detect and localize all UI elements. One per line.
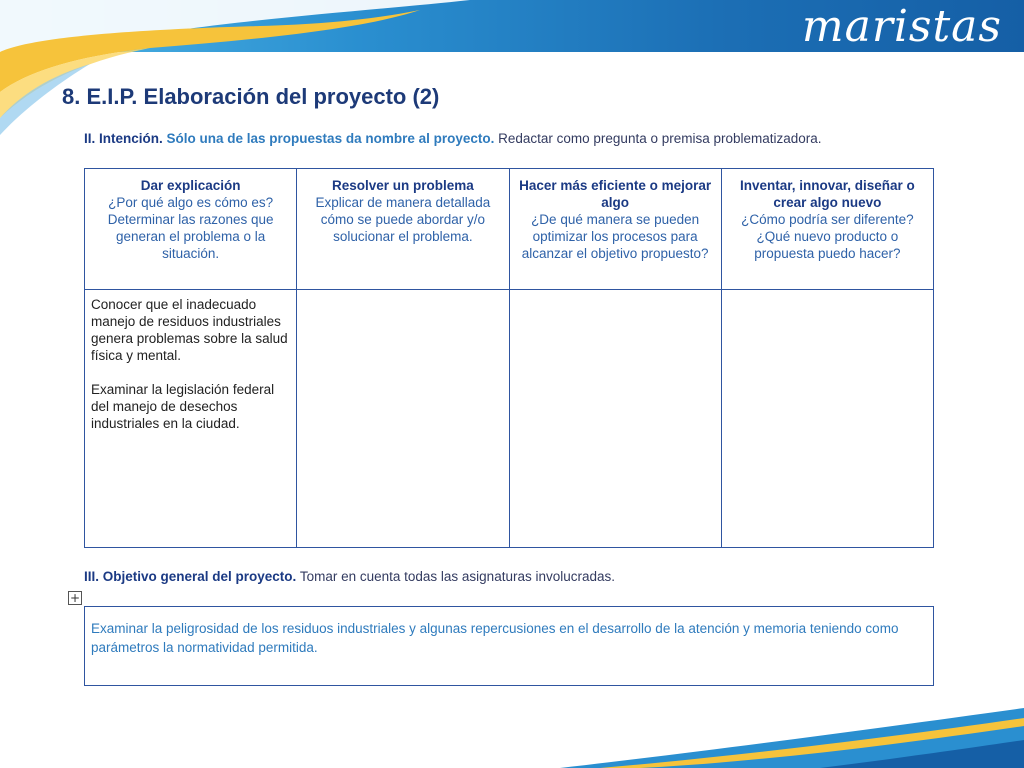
table-header-cell — [85, 169, 297, 290]
section-intention-rest: Redactar como pregunta o premisa problematizadora. — [498, 131, 822, 146]
column-description: ¿Por qué algo es cómo es? Determinar las razones que generan el problema o la situación. — [107, 195, 274, 261]
table-move-handle-icon[interactable]: + — [69, 591, 81, 605]
table-cell-explanation[interactable] — [85, 290, 297, 548]
column-heading: Resolver un problema — [331, 178, 474, 193]
section-objective-rest: Tomar en cuenta todas las asignaturas involucradas. — [299, 569, 616, 584]
section-intention-label: II. Intención. — [84, 131, 163, 146]
table-header-cell — [297, 169, 509, 290]
column-heading: Inventar, innovar, diseñar o crear algo nuevo — [739, 178, 915, 210]
section-intention-highlight: Sólo una de las propuestas da nombre al proyecto. — [166, 131, 495, 146]
objective-text: Examinar la peligrosidad de los residuos industriales y algunas repercusiones en el desarrollo de la atención y memoria teniendo como parámetros la normatividad permitida. — [91, 621, 899, 655]
cell-paragraph: Examinar la legislación federal del manejo de desechos industriales en la ciudad. — [91, 382, 275, 431]
table-header-cell — [509, 169, 721, 290]
slide-title: 8. E.I.P. Elaboración del proyecto (2) — [62, 84, 440, 109]
section-objective — [84, 569, 615, 584]
table-header-row — [85, 169, 934, 290]
column-heading: Dar explicación — [140, 178, 241, 193]
section-intention — [84, 131, 822, 146]
table-cell-improve[interactable] — [509, 290, 721, 548]
maristas-logo: maristas — [801, 1, 1002, 52]
section-objective-label: III. Objetivo general del proyecto. — [84, 569, 297, 584]
column-description: ¿Cómo podría ser diferente? ¿Qué nuevo producto o propuesta puedo hacer? — [741, 212, 914, 261]
column-description: Explicar de manera detallada cómo se puede abordar y/o solucionar el problema. — [315, 195, 491, 244]
objective-box[interactable] — [84, 606, 934, 686]
column-description: ¿De qué manera se pueden optimizar los procesos para alcanzar el objetivo propuesto? — [521, 212, 709, 261]
table-cell-innovate[interactable] — [721, 290, 933, 548]
table-cell-solve-problem[interactable] — [297, 290, 509, 548]
cell-paragraph: Conocer que el inadecuado manejo de residuos industriales genera problemas sobre la salud física y mental. — [91, 297, 288, 363]
table-row — [85, 290, 934, 548]
proposal-table — [84, 168, 934, 548]
table-header-cell — [721, 169, 933, 290]
column-heading: Hacer más eficiente o mejorar algo — [519, 178, 712, 210]
